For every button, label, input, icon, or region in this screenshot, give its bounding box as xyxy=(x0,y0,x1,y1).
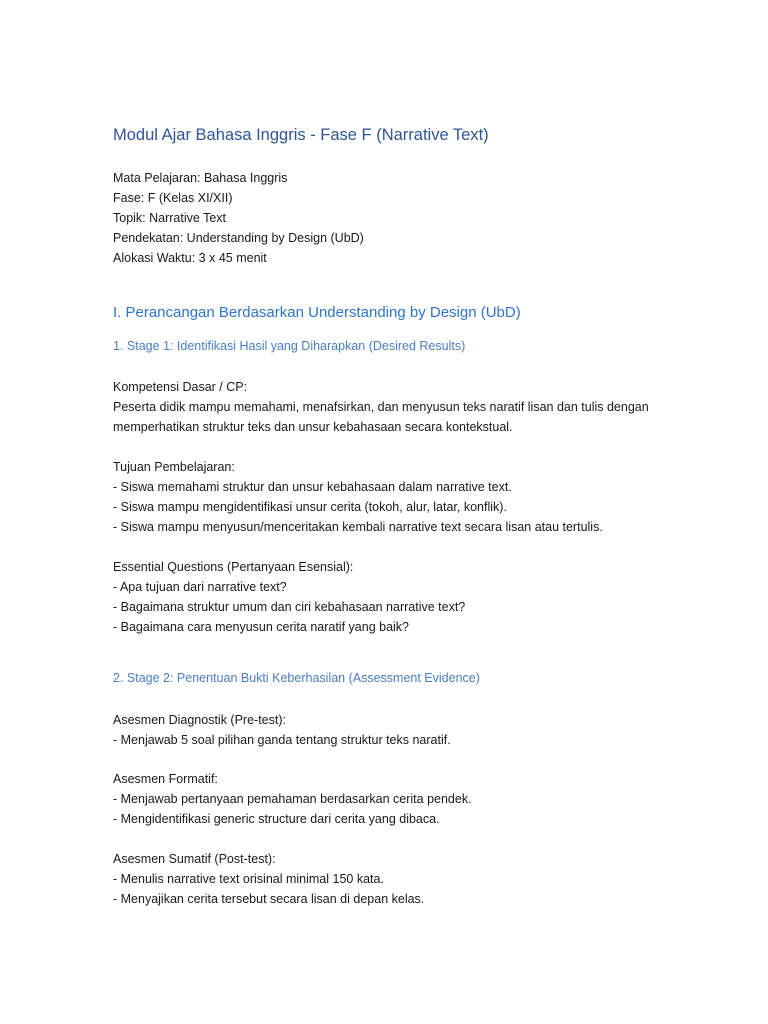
formative-item: - Menjawab pertanyaan pemahaman berdasarkan cerita pendek. xyxy=(113,792,472,806)
summative-item: - Menulis narrative text orisinal minimal 150 kata. xyxy=(113,872,384,886)
questions-block xyxy=(113,557,673,637)
stage2-heading: 2. Stage 2: Penentuan Bukti Keberhasilan (Assessment Evidence) xyxy=(113,671,480,685)
meta-time: Alokasi Waktu: 3 x 45 menit xyxy=(113,251,267,265)
competency-label: Kompetensi Dasar / CP: xyxy=(113,380,248,394)
formative-item: - Mengidentifikasi generic structure dari cerita yang dibaca. xyxy=(113,812,440,826)
meta-approach: Pendekatan: Understanding by Design (UbD) xyxy=(113,231,364,245)
meta-topic: Topik: Narrative Text xyxy=(113,211,227,225)
diagnostic-label: Asesmen Diagnostik (Pre-test): xyxy=(113,713,286,727)
objective-item: - Siswa memahami struktur dan unsur kebahasaan dalam narrative text. xyxy=(113,480,512,494)
formative-block xyxy=(113,769,673,829)
summative-item: - Menyajikan cerita tersebut secara lisan di depan kelas. xyxy=(113,892,425,906)
summative-block xyxy=(113,849,673,909)
competency-line: memperhatikan struktur teks dan unsur kebahasaan secara kontekstual. xyxy=(113,420,513,434)
document-title: Modul Ajar Bahasa Inggris - Fase F (Narrative Text) xyxy=(113,126,489,144)
meta-phase: Fase: F (Kelas XI/XII) xyxy=(113,191,233,205)
questions-label: Essential Questions (Pertanyaan Esensial): xyxy=(113,560,354,574)
meta-subject: Mata Pelajaran: Bahasa Inggris xyxy=(113,171,288,185)
objectives-label: Tujuan Pembelajaran: xyxy=(113,460,235,474)
question-item: - Bagaimana struktur umum dan ciri kebahasaan narrative text? xyxy=(113,600,466,614)
section-heading-ubd: I. Perancangan Berdasarkan Understanding by Design (UbD) xyxy=(113,304,521,321)
question-item: - Apa tujuan dari narrative text? xyxy=(113,580,287,594)
objectives-block xyxy=(113,457,673,537)
diagnostic-item: - Menjawab 5 soal pilihan ganda tentang struktur teks naratif. xyxy=(113,733,451,747)
question-item: - Bagaimana cara menyusun cerita naratif yang baik? xyxy=(113,620,409,634)
summative-label: Asesmen Sumatif (Post-test): xyxy=(113,852,276,866)
objective-item: - Siswa mampu menyusun/menceritakan kembali narrative text secara lisan atau tertulis. xyxy=(113,520,603,534)
stage1-heading: 1. Stage 1: Identifikasi Hasil yang Diharapkan (Desired Results) xyxy=(113,339,466,353)
competency-block xyxy=(113,377,673,437)
competency-line: Peserta didik mampu memahami, menafsirkan, dan menyusun teks naratif lisan dan tulis dengan xyxy=(113,400,649,414)
diagnostic-block xyxy=(113,710,673,750)
formative-label: Asesmen Formatif: xyxy=(113,772,218,786)
meta-info xyxy=(113,168,673,268)
objective-item: - Siswa mampu mengidentifikasi unsur cerita (tokoh, alur, latar, konflik). xyxy=(113,500,507,514)
